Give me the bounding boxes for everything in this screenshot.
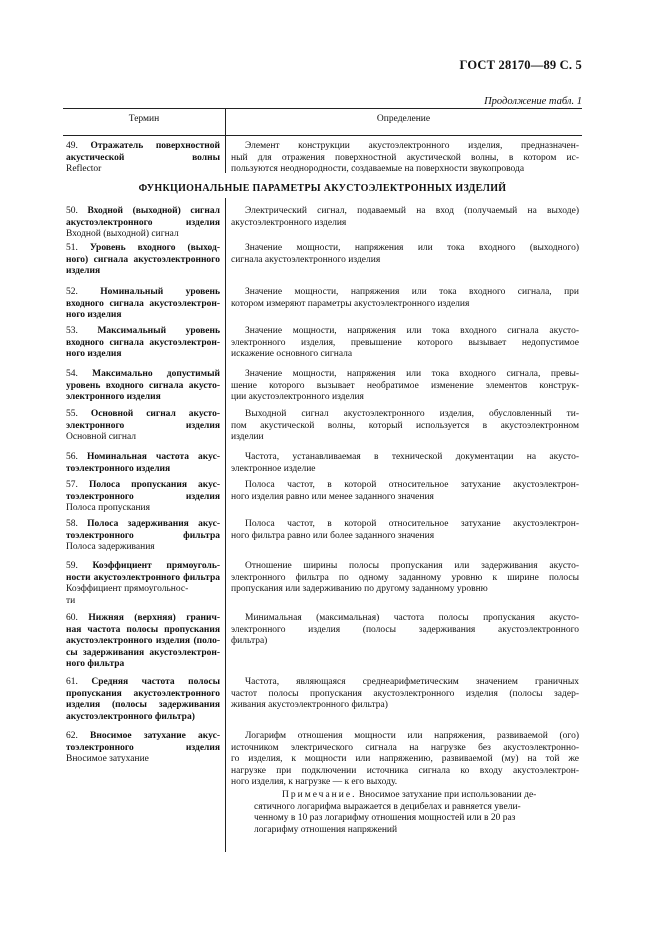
term-cell — [66, 206, 220, 241]
term-line: электронного изделия — [66, 420, 220, 431]
term-line: ного фильтра — [66, 659, 125, 670]
term-line: акустической волны — [66, 152, 220, 163]
term-cell — [66, 677, 220, 723]
term-cell — [66, 480, 220, 515]
term-line: Коэффициент прямоугольнос- — [66, 584, 189, 595]
definition-line: источником электрического сигнала на нагрузке без акустоэлектронно- — [231, 742, 579, 753]
definition-line: ции акустоэлектронного изделия — [231, 392, 364, 403]
note-line — [254, 790, 579, 802]
term-line: тоэлектронного изделия — [66, 491, 220, 502]
definition-line: Элемент конструкции акустоэлектронного изделия, предназначен- — [245, 141, 579, 151]
definition-line: ного изделия равно или менее заданного значения — [231, 491, 434, 502]
section-title: ФУНКЦИОНАЛЬНЫЕ ПАРАМЕТРЫ АКУСТОЭЛЕКТРОННЫХ ИЗДЕЛИЙ — [138, 183, 507, 194]
definition-line: ный для отражения поверхностной акустической волны, в котором ис- — [231, 152, 579, 163]
table-header-rule — [63, 135, 582, 136]
term-line: Входной (выходной) сигнал — [66, 229, 179, 240]
term-line: ного изделия — [66, 310, 122, 321]
term-cell — [66, 409, 220, 444]
term-cell — [66, 731, 220, 766]
term-line: Полоса пропускания — [66, 503, 150, 514]
term-cell — [66, 519, 220, 554]
definition-line: го изделия, к мощности или напряжению, развиваемой (му) на той же — [231, 754, 579, 765]
term-line: 53. Максимальный уровень — [66, 326, 220, 336]
term-line: ности акустоэлектронного фильтра — [66, 572, 220, 583]
term-line: 60. Нижняя (верхняя) гранич- — [66, 613, 221, 623]
definition-line: Значение мощности, напряжения или тока входного сигнала, при — [245, 287, 579, 297]
definition-cell — [231, 480, 579, 503]
term-line: акустоэлектронного фильтра) — [66, 711, 195, 722]
definition-line: Выходной сигнал акустоэлектронного изделия, обусловленный ти- — [245, 409, 579, 419]
definition-line: ного изделия, к нагрузке — к его выходу. — [231, 777, 398, 788]
term-line: 58. Полоса задерживания акус- — [66, 519, 221, 529]
term-line: Полоса задерживания — [66, 542, 155, 553]
definition-line: частот полосы пропускания акустоэлектронного изделия (полосы задер- — [231, 688, 579, 699]
term-line: 54. Максимально допустимый — [66, 369, 221, 379]
term-line: электронного изделия — [66, 392, 161, 403]
term-cell — [66, 287, 220, 322]
term-line: Reflector — [66, 164, 102, 175]
definition-line: Значение мощности, напряжения или тока входного сигнала, превы- — [245, 369, 579, 379]
table-continuation-label: Продолжение табл. 1 — [484, 96, 582, 107]
definition-cell — [231, 243, 579, 266]
term-line: 51. Уровень входного (выход- — [66, 243, 221, 253]
column-header-definition: Определение — [376, 114, 431, 124]
definition-cell — [231, 369, 579, 404]
column-header-term: Термин — [128, 114, 160, 124]
term-line: 61. Средняя частота полосы — [66, 677, 220, 687]
term-line: сы задерживания акустоэлектрон- — [66, 647, 220, 658]
definition-line: Значение мощности, напряжения или тока входного (выходного) — [245, 243, 579, 253]
definition-cell — [231, 519, 579, 542]
term-line: тоэлектронного изделия — [66, 742, 220, 753]
definition-line: пом акустической волны, который используется в акустоэлектронном — [231, 420, 579, 431]
definition-line: электронного изделия (полосы задерживания акустоэлектронного — [231, 624, 579, 635]
definition-line: пропускания или задерживанию по другому заданному уровню — [231, 584, 488, 595]
term-line: Основной сигнал — [66, 432, 137, 443]
term-cell — [66, 369, 220, 404]
definition-line: Частота, устанавливаемая в технической документации на акусто- — [245, 452, 579, 462]
note-label: Примечание. — [282, 790, 357, 800]
note-text: Вносимое затухание при использовании де- — [358, 790, 537, 800]
table-column-divider-top — [225, 135, 226, 173]
page-header: ГОСТ 28170—89 С. 5 — [459, 58, 582, 72]
definition-cell — [231, 326, 579, 361]
definition-cell — [231, 141, 579, 176]
definition-line: ного фильтра равно или более заданного значения — [231, 530, 435, 541]
definition-cell — [231, 613, 579, 648]
table-column-divider — [225, 198, 226, 852]
term-line: акустоэлектронного изделия — [66, 217, 220, 228]
term-cell — [66, 613, 220, 671]
definition-line: искажение основного сигнала — [231, 349, 353, 360]
term-cell — [66, 243, 220, 278]
term-line: пропускания акустоэлектронного — [66, 688, 220, 699]
term-line: 56. Номинальная частота акус- — [66, 452, 220, 462]
definition-cell — [231, 206, 579, 229]
definition-line: электронного фильтра по одному заданному уровню к ширине полосы — [231, 572, 579, 583]
table-top-rule — [63, 108, 582, 109]
term-line: тоэлектронного фильтра — [66, 530, 220, 541]
term-line: 57. Полоса пропускания акус- — [66, 480, 220, 490]
definition-line: акустоэлектронного изделия — [231, 217, 347, 228]
definition-cell — [231, 677, 579, 712]
term-line: акустоэлектронного изделия (поло- — [66, 636, 220, 647]
term-line: 55. Основной сигнал акусто- — [66, 409, 221, 419]
definition-line: котором измеряют параметры акустоэлектронного изделия — [231, 298, 470, 309]
term-line: 50. Входной (выходной) сигнал — [66, 206, 221, 216]
term-cell — [66, 561, 220, 607]
term-line: тоэлектронного изделия — [66, 463, 171, 474]
term-cell — [66, 141, 220, 176]
term-line: ного) сигнала акустоэлектронного — [66, 254, 220, 265]
definition-line: шение которого вызывает необратимое изменение элементов конструк- — [231, 380, 579, 391]
definition-line: изделии — [231, 432, 264, 443]
definition-line: Электрический сигнал, подаваемый на вход (получаемый на выходе) — [245, 206, 579, 216]
term-line: уровень входного сигнала акусто- — [66, 380, 220, 391]
term-line: 52. Номинальный уровень — [66, 287, 220, 297]
definition-line: живания акустоэлектронного фильтра) — [231, 700, 388, 711]
definition-line: пользуются неоднородности, создаваемые на поверхности звукопровода — [231, 164, 525, 175]
definition-line: Отношение ширины полосы пропускания или задерживания акусто- — [245, 561, 579, 571]
definition-line: нагрузке при подключении источника сигнала ко входу акустоэлектрон- — [231, 765, 579, 776]
definition-line: Значение мощности, напряжения или тока входного сигнала акусто- — [245, 326, 579, 336]
term-line: Вносимое затухание — [66, 754, 149, 765]
term-line: ного изделия — [66, 349, 122, 360]
definition-cell — [231, 561, 579, 596]
definition-line: Минимальная (максимальная) частота полосы пропускания акусто- — [245, 613, 579, 623]
note-line: ченному в 10 раз логарифму отношения мощностей или в 20 раз — [254, 813, 516, 824]
definition-line: электронного изделия, превышение которого вызывает недопустимое — [231, 337, 579, 348]
term-line: входного сигнала акустоэлектрон- — [66, 337, 220, 348]
definition-line: сигнала акустоэлектронного изделия — [231, 254, 381, 265]
definition-cell — [231, 409, 579, 444]
note-line: логарифму отношения напряжений — [254, 824, 398, 835]
term-line: ти — [66, 595, 76, 606]
definition-cell — [231, 731, 579, 789]
term-line: 49. Отражатель поверхностной — [66, 141, 220, 151]
definition-line: Логарифм отношения мощности или напряжения, развиваемой (ого) — [245, 731, 579, 741]
definition-line: Частота, являющаяся среднеарифметическим значением граничных — [245, 677, 579, 687]
note-line: сятичного логарифма выражается в децибелах и равняется увели- — [254, 801, 521, 812]
term-cell — [66, 326, 220, 361]
term-line: изделия (полосы задерживания — [66, 700, 220, 711]
definition-cell — [231, 452, 579, 475]
term-line: 59. Коэффициент прямоуголь- — [66, 561, 221, 571]
definition-line: Полоса частот, в которой относительное затухание акустоэлектрон- — [245, 519, 579, 529]
term-line: входного сигнала акустоэлектрон- — [66, 298, 220, 309]
definition-line: электронное изделие — [231, 463, 316, 474]
term-line: ная частота полосы пропускания — [66, 624, 220, 635]
definition-cell — [231, 287, 579, 310]
term-cell — [66, 452, 220, 475]
definition-line: фильтра) — [231, 636, 268, 647]
definition-line: Полоса частот, в которой относительное затухание акустоэлектрон- — [245, 480, 579, 490]
term-line: 62. Вносимое затухание акус- — [66, 731, 220, 741]
term-line: изделия — [66, 266, 101, 277]
